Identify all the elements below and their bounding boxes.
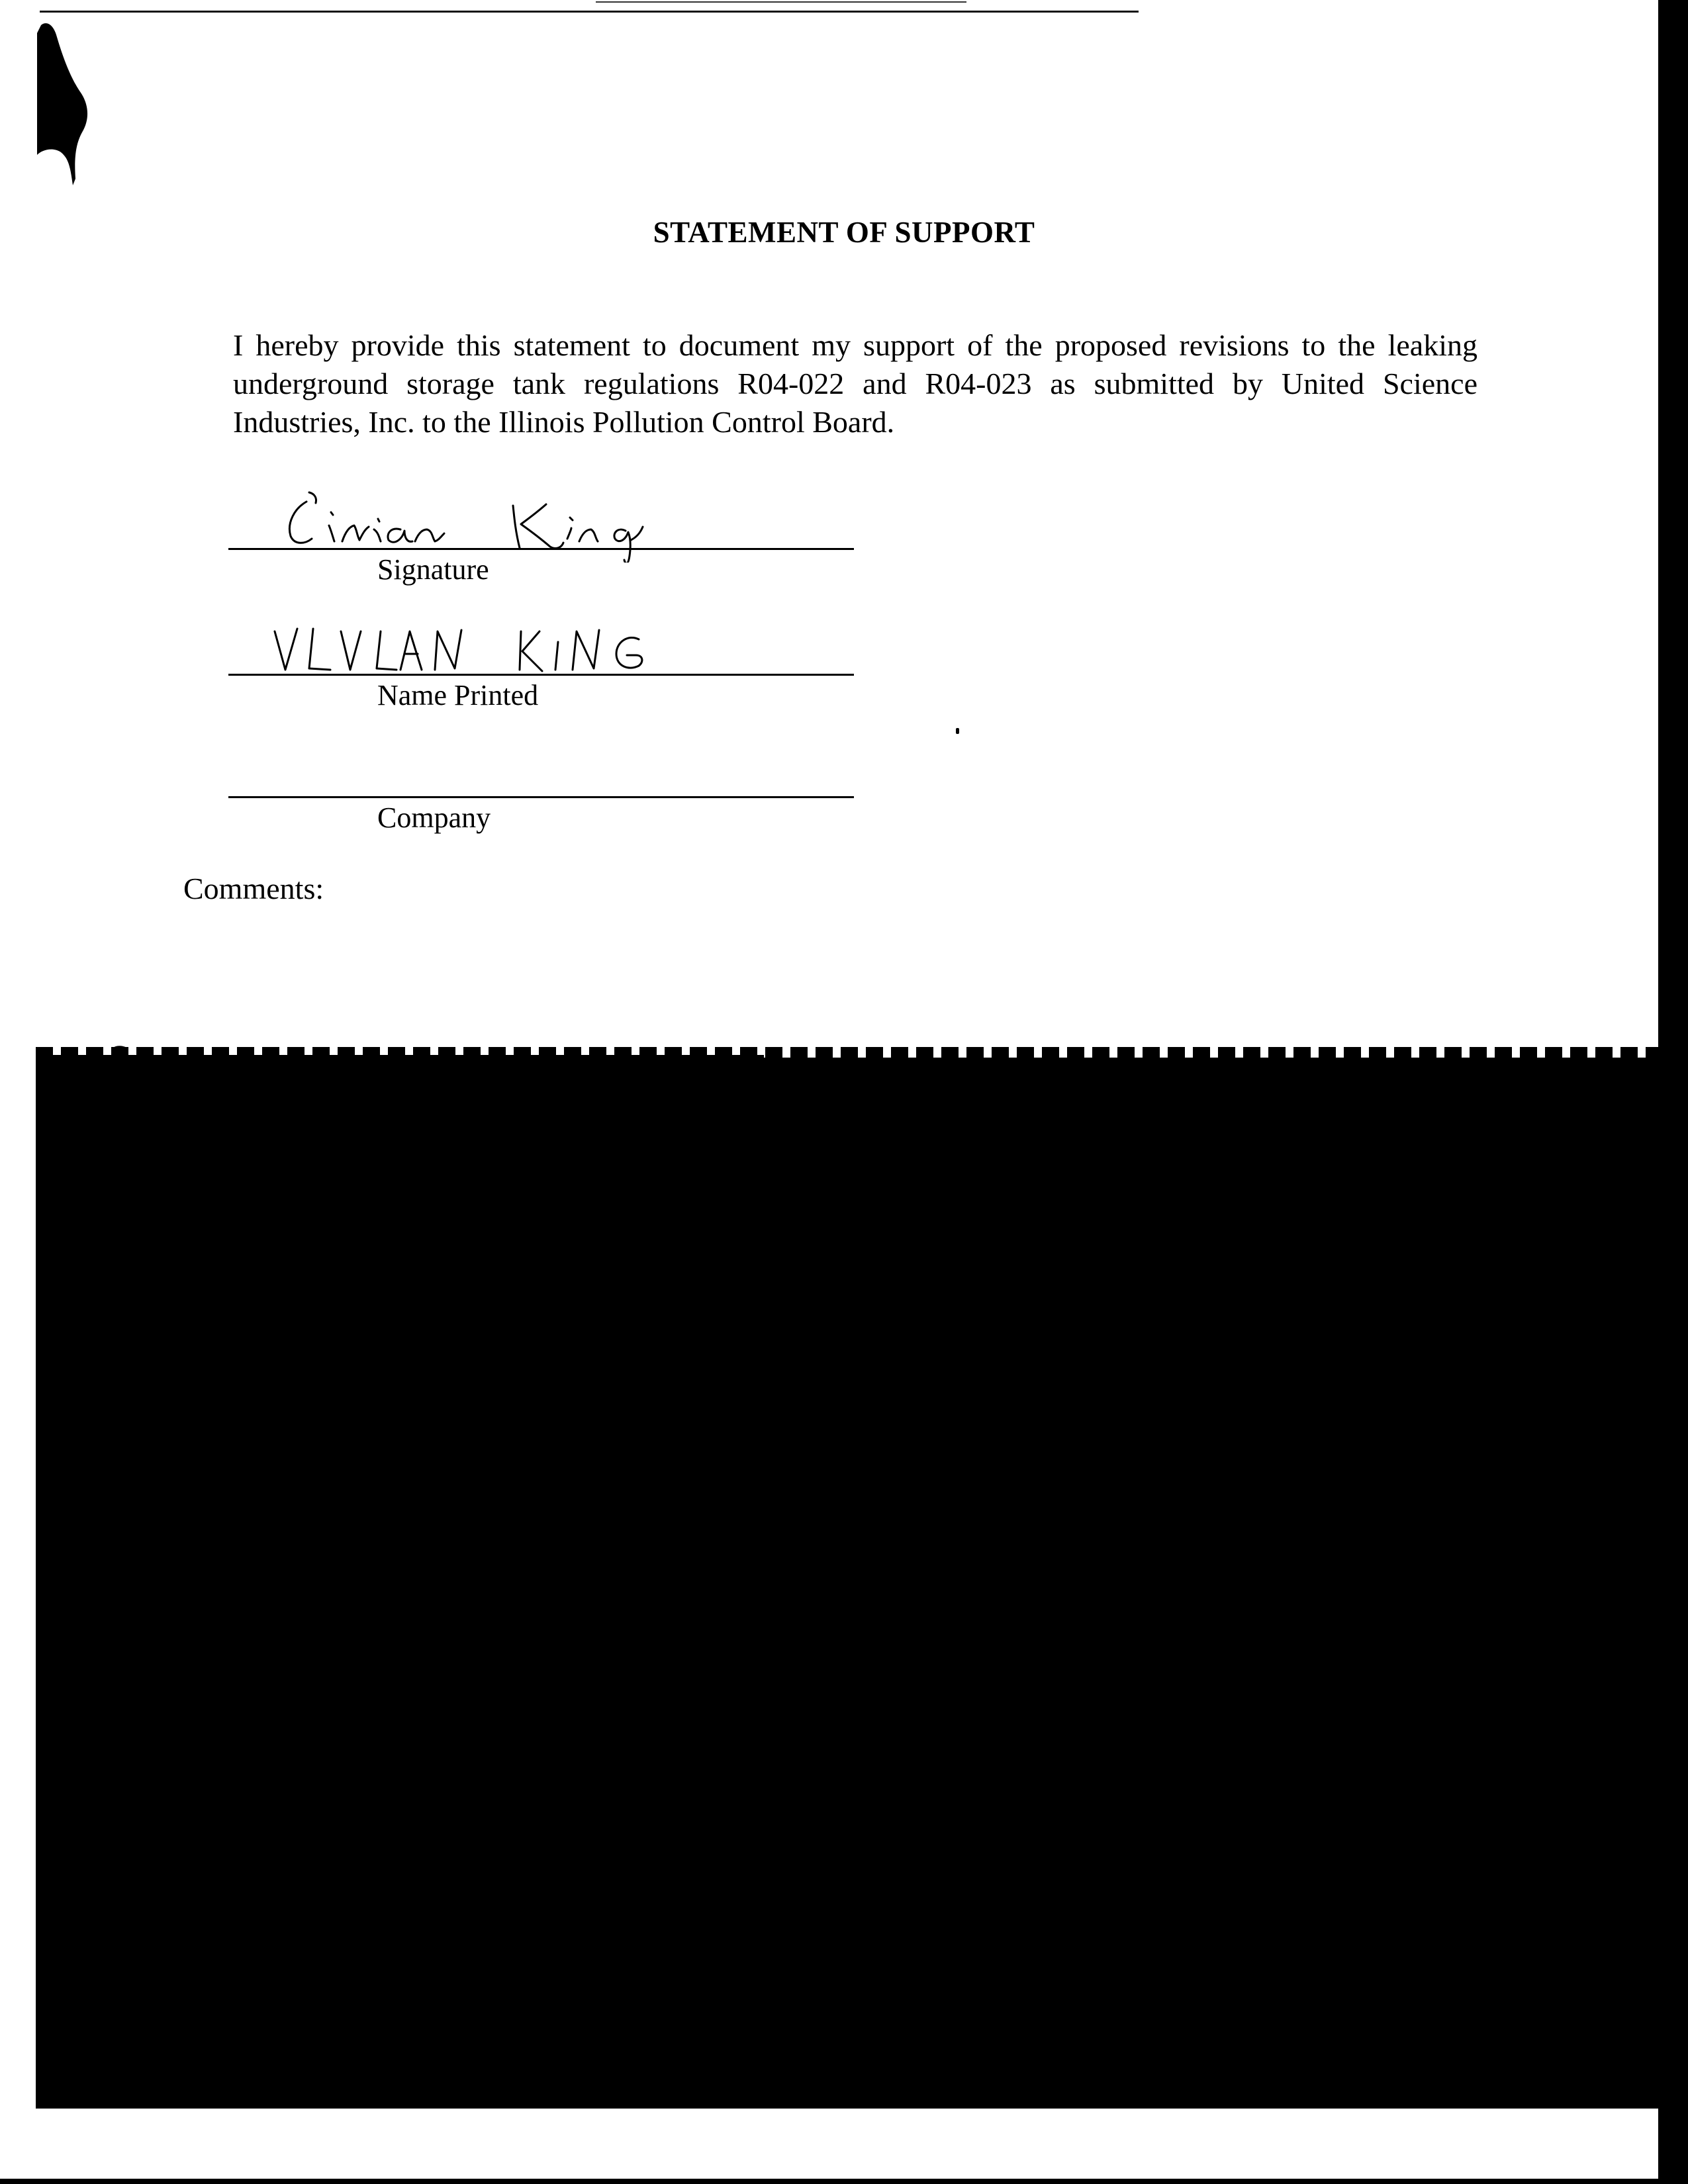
scan-artifact-blot xyxy=(34,20,94,192)
document-title: STATEMENT OF SUPPORT xyxy=(653,216,1035,249)
scan-speck xyxy=(956,728,959,734)
redacted-region xyxy=(36,1058,1662,2109)
signature-line xyxy=(228,548,854,550)
handwritten-signature xyxy=(268,483,811,563)
signature-label: Signature xyxy=(377,553,489,586)
comments-label: Comments: xyxy=(183,872,324,905)
name-printed-field xyxy=(228,615,854,715)
handwritten-name xyxy=(268,622,811,678)
scan-artifact-line xyxy=(40,11,1139,13)
signature-field xyxy=(228,490,854,596)
scan-artifact-edge xyxy=(1658,0,1688,2184)
scan-artifact-line xyxy=(596,1,966,3)
company-line xyxy=(228,796,854,798)
company-field xyxy=(228,738,854,837)
company-label: Company xyxy=(377,801,491,834)
statement-paragraph: I hereby provide this statement to document my support of the proposed revisions to the leaking underground storage tank regulations R04-022 and R04-023 as submitted by United Science Industries, Inc. to the Illinois Pollution Control Board. xyxy=(233,328,1477,439)
name-printed-label: Name Printed xyxy=(377,679,539,711)
name-printed-line xyxy=(228,674,854,676)
scan-artifact-edge xyxy=(0,2179,1688,2184)
